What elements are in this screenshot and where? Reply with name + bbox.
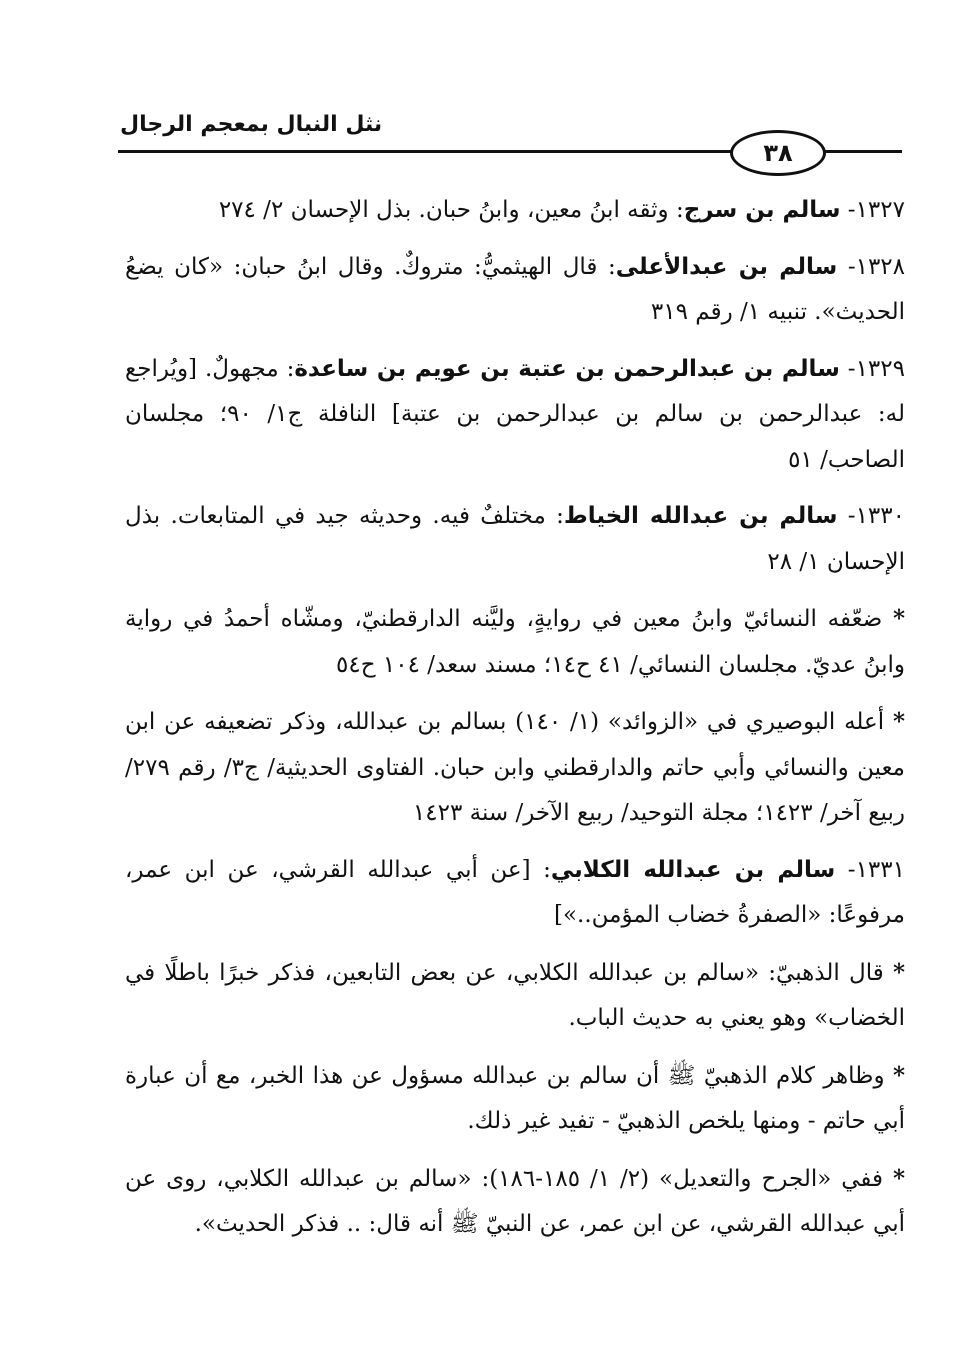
- note-marker: *: [892, 1164, 905, 1192]
- entry-1329: [125, 347, 905, 484]
- page-number-oval: [730, 130, 826, 176]
- page-number: ٣٨: [763, 139, 793, 167]
- note-marker: *: [892, 958, 905, 986]
- entry-name: سالم بن عبدالله الخياط: [563, 503, 838, 529]
- entry-text: : قال الهيثميُّ: متروكٌ. وقال ابنُ حبان: «كان يضعُ الحديث». تنبيه ١/ رقم ٣١٩: [125, 253, 905, 325]
- note-paragraph: [125, 1053, 905, 1145]
- entry-1331: [125, 848, 905, 939]
- note-paragraph: [125, 596, 905, 688]
- note-text: وظاهر كلام الذهبيّ ﷺ أن سالم بن عبدالله مسؤول عن هذا الخبر، مع أن عبارة أبي حاتم - ومنها يلخص الذهبيّ - تفيد غير ذلك.: [125, 1062, 905, 1134]
- note-paragraph: [125, 699, 905, 837]
- note-text: قال الذهبيّ: «سالم بن عبدالله الكلابي، عن بعض التابعين، فذكر خبرًا باطلًا في الخضاب» وهو يعني به حديث الباب.: [125, 959, 905, 1031]
- entry-number: ١٣٢٩-: [847, 355, 905, 382]
- entry-text: : مختلفٌ فيه. وحديثه جيد في المتابعات. بذل الإحسان ١/ ٢٨: [125, 503, 905, 575]
- note-paragraph: [125, 1156, 905, 1248]
- entry-number: ١٣٢٧-: [847, 197, 905, 223]
- entry-text: : [عن أبي عبدالله القرشي، عن ابن عمر، مرفوعًا: «الصفرةُ خضاب المؤمن..»]: [125, 856, 905, 928]
- note-text: ففي «الجرح والتعديل» (٢/ ١/ ١٨٥-١٨٦): «سالم بن عبدالله الكلابي، روى عن أبي عبدالله القرشي، عن ابن عمر، عن النبيّ ﷺ أنه قال: .. فذكر الحديث».: [125, 1165, 905, 1237]
- note-text: ضعّفه النسائيّ وابنُ معين في روايةٍ، وليَّنه الدارقطنيّ، ومشّاه أحمدُ في رواية وابنُ عديّ. مجلسان النسائي/ ٤١ ح١٤؛ مسند سعد/ ١٠٤ ح٥٤: [125, 606, 905, 678]
- body-text: [125, 188, 905, 1259]
- entry-name: سالم بن سرج: [683, 197, 841, 223]
- entry-name: سالم بن عبدالأعلى: [615, 253, 838, 280]
- entry-number: ١٣٣١-: [847, 856, 905, 883]
- entry-1327: [125, 188, 905, 234]
- entry-number: ١٣٢٨-: [847, 253, 906, 280]
- entry-number: ١٣٣٠-: [847, 503, 905, 529]
- entry-text: : وثقه ابنُ معين، وابنُ حبان. بذل الإحسان ٢/ ٢٧٤: [218, 197, 684, 223]
- note-marker: *: [892, 605, 905, 632]
- note-marker: *: [892, 708, 905, 735]
- entry-1328: [125, 245, 905, 336]
- entry-text: : مجهولٌ. [ويُراجع له: عبدالرحمن بن سالم بن عبدالرحمن بن عتبة] النافلة ج١/ ٩٠؛ مجلسان الصاحب/ ٥١: [125, 355, 905, 473]
- entry-name: سالم بن عبدالرحمن بن عتبة بن عويم بن ساعدة: [294, 355, 840, 382]
- running-header-title: نثل النبال بمعجم الرجال: [120, 112, 383, 137]
- entry-name: سالم بن عبدالله الكلابي: [550, 856, 836, 883]
- note-paragraph: [125, 950, 905, 1042]
- entry-1330: [125, 494, 905, 585]
- note-marker: *: [892, 1061, 906, 1089]
- note-text: أعله البوصيري في «الزوائد» (١/ ١٤٠) بسالم بن عبدالله، وذكر تضعيفه عن ابن معين والنسائي وأبي حاتم والدارقطني وابن حبان. الفتاوى الحديثية/ ج٣/ رقم ٢٧٩/ ربيع آخر/ ١٤٢٣؛ مجلة التوحيد/ ربيع الآخر/ سنة ١٤٢٣: [125, 709, 905, 826]
